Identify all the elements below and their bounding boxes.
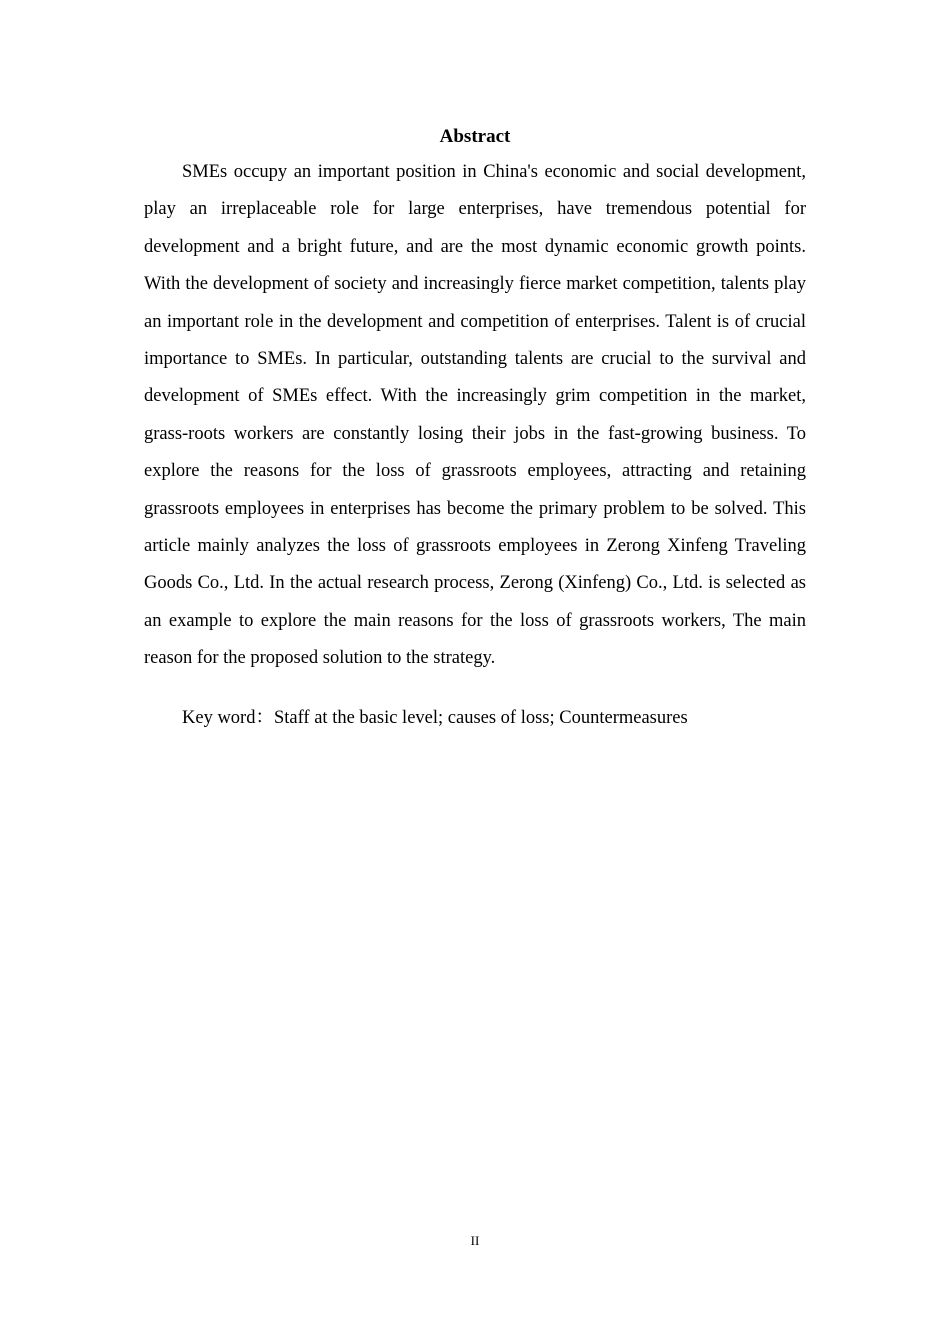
- abstract-heading: Abstract: [439, 126, 511, 147]
- keywords-label: Key word：: [182, 708, 274, 728]
- page-number: II: [470, 1233, 480, 1248]
- abstract-paragraph: SMEs occupy an important position in China's economic and social development, play an irreplaceable role for large enterprises, have tremendous potential for development and a bright future, and are the most dynamic economic growth points. With the development of society and increasingly fierce market competition, talents play an important role in the development and competition of enterprises. Talent is of crucial importance to SMEs. In particular, outstanding talents are crucial to the survival and development of SMEs effect. With the increasingly grim competition in the market, grass-roots workers are constantly losing their jobs in the fast-growing business. To explore the reasons for the loss of grassroots employees, attracting and retaining grassroots employees in enterprises has become the primary problem to be solved. This article mainly analyzes the loss of grassroots employees in Zerong Xinfeng Traveling Goods Co., Ltd. In the actual research process, Zerong (Xinfeng) Co., Ltd. is selected as an example to explore the main reasons for the loss of grassroots workers, The main reason for the proposed solution to the strategy.: [144, 162, 806, 669]
- keywords-text: Staff at the basic level; causes of loss; Countermeasures: [273, 708, 688, 728]
- keywords-line: [182, 704, 822, 732]
